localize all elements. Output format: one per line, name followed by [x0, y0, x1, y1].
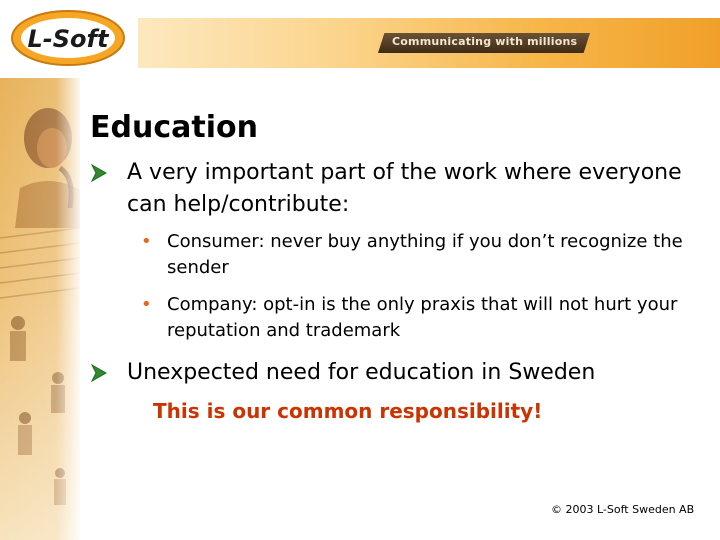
copyright-footer: © 2003 L-Soft Sweden AB [551, 503, 695, 516]
sub-bullet-1: Consumer: never buy anything if you don’t recognize the sender [167, 231, 683, 278]
dot-bullet-icon: • [141, 294, 152, 315]
slide-title: Education [90, 110, 258, 145]
logo-text: L-Soft [27, 25, 109, 53]
decorative-photo [0, 78, 80, 540]
lsoft-logo [8, 8, 126, 68]
arrow-bullet-icon [90, 163, 108, 183]
bullet-2-text: Unexpected need for education in Sweden [127, 360, 596, 385]
bullet-1-text: A very important part of the work where everyone can help/contribute: [127, 160, 682, 217]
sub-bullet-2: Company: opt-in is the only praxis that will not hurt your reputation and trademark [167, 294, 678, 341]
dot-bullet-icon: • [141, 231, 152, 252]
tagline: Communicating with millions [392, 35, 578, 48]
emphasis-line: This is our common responsibility! [153, 399, 543, 423]
arrow-bullet-icon [90, 363, 108, 383]
